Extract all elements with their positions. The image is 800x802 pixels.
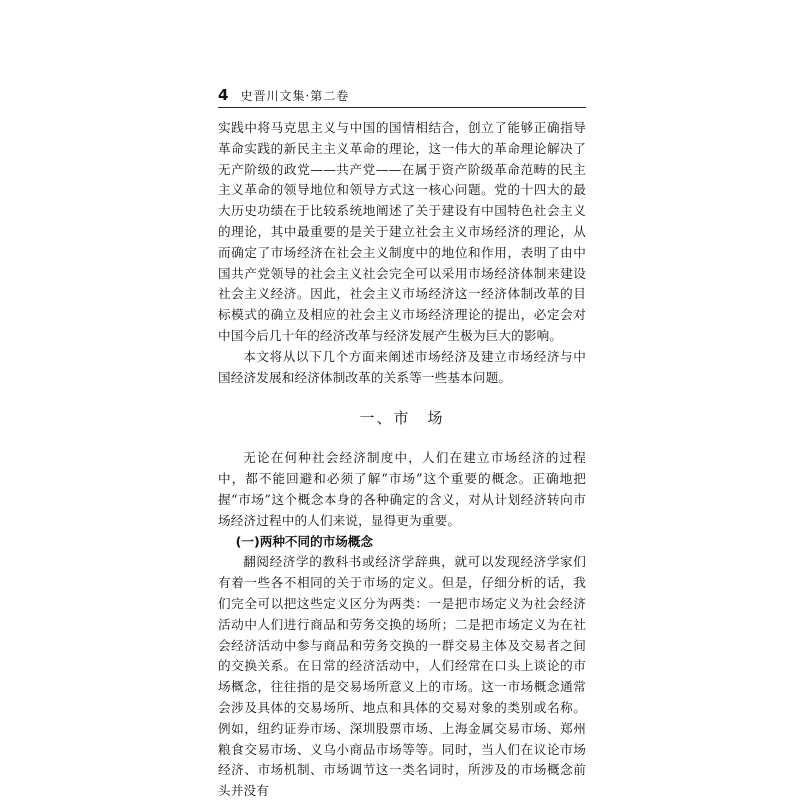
paragraph-outline: 本文将从以下几个方面来阐述市场经济及建立市场经济与中国经济发展和经济体制改革的关系等一些基本问题。 — [218, 348, 586, 385]
paragraph-market-definitions: 翻阅经济学的教科书或经济学辞典，就可以发现经济学家们有着一些各不相同的关于市场的定义。但是，仔细分析的话，我们完全可以把这些定义区分为两类：一是把市场定义为社会经济活动中人们进行商品和劳务交换的场所；二是把市场定义为在社会经济活动中参与商品和劳务交换的一群交易主体及交易者之间的交换关系。在日常的经济活动中，人们经常在口头上谈论的市场概念，往往指的是交易场所意义上的市场。这一市场概念通常会涉及具体的交易场所、地点和具体的交易对象的类别或名称。例如，纽约证券市场、深圳股票市场、上海金属交易市场、郑州粮食交易市场、义乌小商品市场等等。同时，当人们在议论市场经济、市场机制、市场调节这一类名词时，所涉及的市场概念前头并没有 — [218, 554, 586, 799]
running-header — [218, 86, 586, 108]
page-number: 4 — [218, 86, 229, 104]
book-page — [218, 86, 586, 799]
subsection-heading: (一)两种不同的市场概念 — [235, 533, 374, 549]
body-text — [218, 118, 586, 802]
section-heading: 一、市 场 — [359, 409, 445, 428]
paragraph-market-intro: 无论在何种社会经济制度中，人们在建立市场经济的过程中，都不能回避和必须了解“市场”这个重要的概念。正确地把握“市场”这个概念本身的各种确定的含义，对从计划经济转向市场经济过程中的人们来说，显得更为重要。 — [218, 450, 586, 528]
book-title: 史晋川文集·第二卷 — [240, 89, 350, 103]
paragraph-continued: 实践中将马克思主义与中国的国情相结合，创立了能够正确指导革命实践的新民主主义革命的理论，这一伟大的革命理论解决了无产阶级的政党——共产党——在属于资产阶级革命范畴的民主主义革命的领导地位和领导方式这一核心问题。党的十四大的最大历史功绩在于比较系统地阐述了关于建设有中国特色社会主义的理论，其中最重要的是关于建立社会主义市场经济的理论，从而确定了市场经济在社会主义制度中的地位和作用，表明了由中国共产党领导的社会主义社会完全可以采用市场经济体制来建设社会主义经济。因此，社会主义市场经济这一经济体制改革的目标模式的确立及相应的社会主义市场经济理论的提出，必定会对中国今后几十年的经济改革与经济发展产生极为巨大的影响。 — [218, 120, 586, 343]
